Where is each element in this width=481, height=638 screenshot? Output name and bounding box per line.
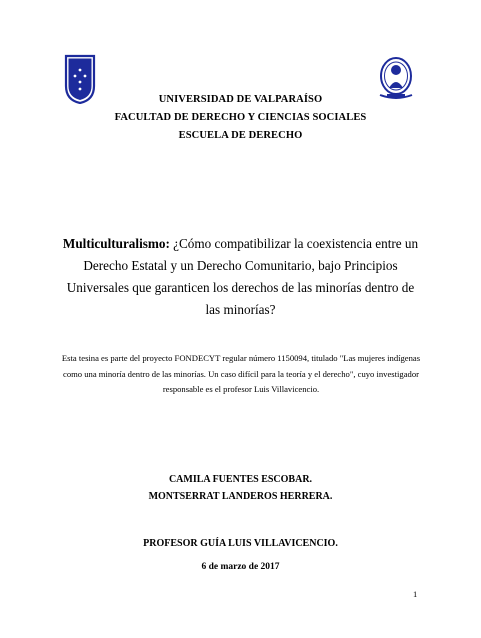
university-name: UNIVERSIDAD DE VALPARAÍSO <box>158 94 323 105</box>
submission-date: 6 de marzo de 2017 <box>201 562 280 572</box>
project-description: Esta tesina es parte del proyecto FONDECYT regular número 1150094, titulado "Las mujeres indígenas como una minoría dentro de las minorías. Un caso difícil para la teoría y el derecho", cuyo investigador responsable es el profesor Luis Villavicencio. <box>61 353 421 394</box>
thesis-title <box>60 233 421 321</box>
faculty-name: FACULTAD DE DERECHO Y CIENCIAS SOCIALES <box>114 112 367 123</box>
author-2: MONTSERRAT LANDEROS HERRERA. <box>148 491 333 502</box>
page-number: 1 <box>413 589 418 599</box>
advisor: PROFESOR GUÍA LUIS VILLAVICENCIO. <box>143 538 338 549</box>
thesis-title-rest: ¿Cómo compatibilizar la coexistencia entre un Derecho Estatal y un Derecho Comunitario, bajo Principios Universales que garanticen los derechos de las minorías dentro de las minorías? <box>66 236 419 317</box>
school-name: ESCUELA DE DERECHO <box>178 130 303 141</box>
author-1: CAMILA FUENTES ESCOBAR. <box>168 474 313 485</box>
thesis-title-bold: Multiculturalismo: <box>62 236 170 251</box>
